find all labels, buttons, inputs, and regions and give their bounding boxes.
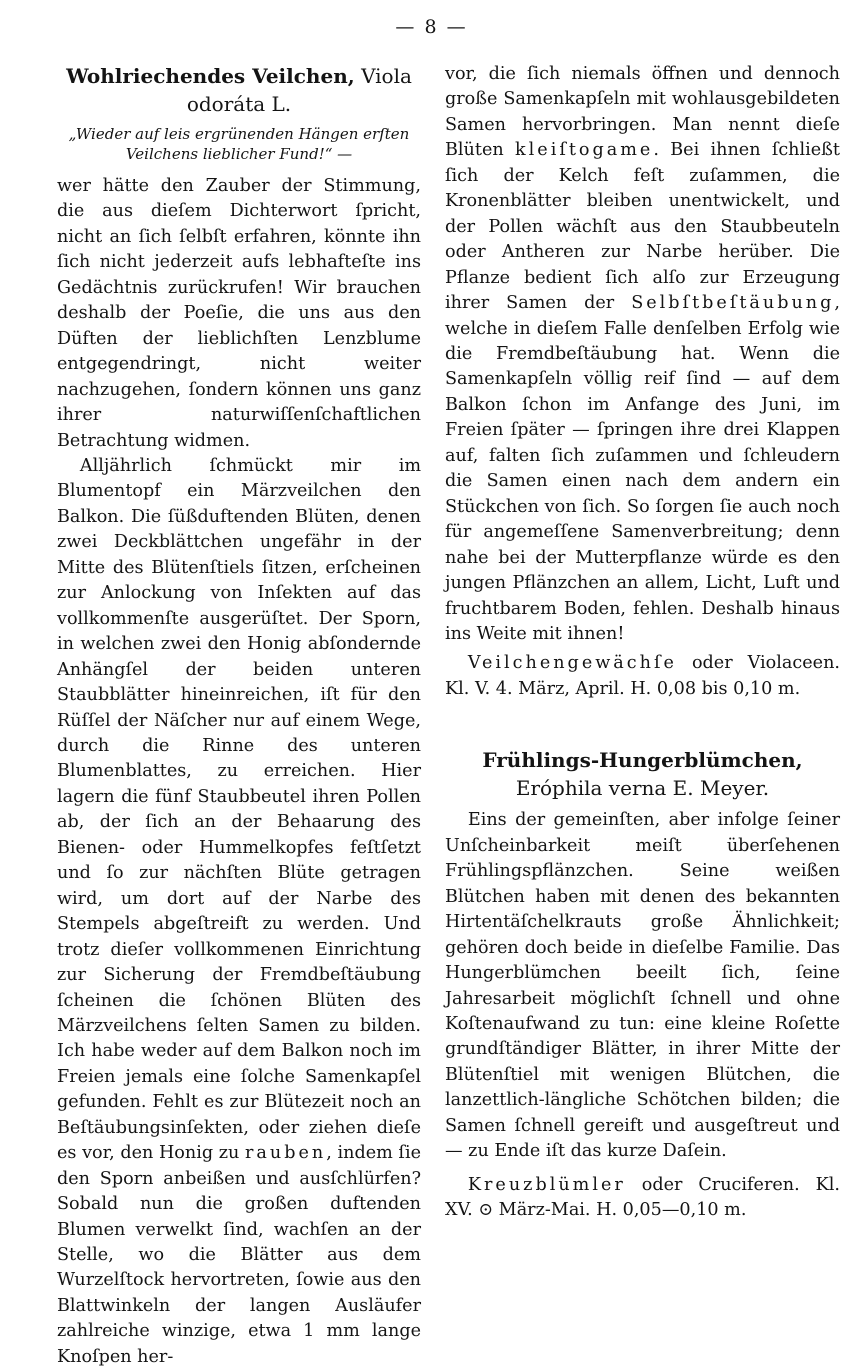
spaced-word-selbstbestaeubung: Selbſtbeſtäubung [631,293,835,314]
erophila-latin-name: Eróphila verna E. Meyer. [515,776,770,801]
violet-paragraph-3: vor, die ſich niemals öffnen und dennoch große Samenkapſeln mit wohlausgebildeten Samen hervorbringen. Man nennt dieſe Blüten kleiſtogame. Bei ihnen ſchließt ſich der Kelch feſt zuſammen, die Kronenblätter bleiben unentwickelt, und der Pollen wächſt aus den Staubbeuteln oder Antheren zur Narbe herüber. Die Pflanze bedient ſich alſo zur Erzeugung ihrer Samen der Selbſtbeſtäubung, welche in dieſem Falle denſelben Erfolg wie die Fremdbeſtäubung hat. Wenn die Samenkapſeln völlig reif ſind — auf dem Balkon ſchon im Anfange des Juni, im Freien ſpäter — ſpringen ihre drei Klappen auf, falten ſich zuſammen und ſchleudern die Samen einen nach dem andern ein Stückchen von ſich. So ſorgen ſie auch noch für angemeſſene Samenverbreitung; denn nahe bei der Mutterpflanze würde es den jungen Pflänzchen an allem, Licht, Luft und fruchtbarem Boden, fehlen. Deshalb hinaus ins Weite mit ihnen! [445,64,840,644]
right-column [445,62,840,1224]
poem-motto: „Wieder auf leis ergrünenden Hängen erſten Veilchens lieblicher Fund!“ — [68,125,410,163]
violet-paragraph-2: Alljährlich ſchmückt mir im Blumentopf ein Märzveilchen den Balkon. Die ſüßduftenden Blüten, denen zwei Deckblättchen ungefähr in der Mitte des Blütenſtiels ſitzen, erſcheinen zur Anlockung von Inſekten auf das vollkommenſte ausgerüſtet. Der Sporn, in welchen zwei den Honig abſondernde Anhängſel der beiden unteren Staubblätter hineinreichen, iſt für den Rüſſel der Näſcher nur auf einem Wege, durch die Rinne des unteren Blumenblattes, zu erreichen. Hier lagern die fünf Staubbeutel ihren Pollen ab, der ſich an der Behaarung des Bienen- oder Hummelkopfes feſtſetzt und ſo zur nächſten Blüte getragen wird, um dort auf der Narbe des Stempels abgeſtreift zu werden. Und trotz dieſer vollkommenen Einrichtung zur Sicherung der Fremdbeſtäubung ſcheinen die ſchönen Blüten des Märzveilchens ſelten Samen zu bilden. Ich habe weder auf dem Balkon noch im Freien jemals eine ſolche Samenkapſel gefunden. Fehlt es zur Blütezeit noch an Beſtäubungsinſekten, oder ziehen dieſe es vor, den Honig zu rauben, indem ſie den Sporn anbeißen und ausſchlürfen? Sobald nun die großen duftenden Blumen verwelkt ſind, wachſen an der Stelle, wo die Blätter aus dem Wurzelſtock hervortreten, ſowie aus den Blattwinkeln der langen Ausläufer zahlreiche winzige, etwa 1 mm lange Knoſpen her- [57,455,421,1367]
violet-latin-name: Viola odoráta L. [186,64,412,116]
violet-paragraph-1: wer hätte den Zauber der Stimmung, die aus dieſem Dichterwort ſpricht, nicht an ſich ſelbſt erfahren, könnte ihn ſich nicht jederzeit aufs lebhafteſte ins Gedächtnis zurückrufen! Wir brauchen deshalb der Poeſie, die uns aus den Düften der lieblichſten Lenzblume entgegendringt, nicht weiter nachzugehen, ſondern können uns ganz ihrer naturwiſſenſchaftlichen Betrachtung widmen. [57,176,421,451]
violet-title: Wohlriechendes Veilchen, [66,64,355,88]
erophila-family-note: Kreuzblümler oder Cruciferen. Kl. XV. ⊙ März-Mai. H. 0,05—0,10 m. [445,1174,840,1221]
erophila-paragraph: Eins der gemeinſten, aber infolge ſeiner Unſcheinbarkeit meiſt überſehenen Frühlingspflänzchen. Seine weißen Blütchen haben mit denen des bekannten Hirtentäſchelkrauts große Ähnlichkeit; gehören doch beide in dieſelbe Familie. Das Hungerblümchen beeilt ſich, ſeine Jahresarbeit möglichſt ſchnell und ohne Koſtenaufwand zu tun: eine kleine Roſette grundſtändiger Blätter, in ihrer Mitte der Blütenſtiel mit wenigen Blütchen, die lanzettlich-längliche Schötchen bilden; die Samen ſchnell gereift und ausgeſtreut und — zu Ende iſt das kurze Daſein. [445,810,840,1162]
page-number: — 8 — [395,16,468,38]
spaced-word-rauben: rauben [245,1143,327,1164]
erophila-title: Frühlings-Hungerblümchen, [482,748,803,773]
violet-heading [57,62,421,118]
left-column [57,62,421,1370]
spaced-word-kleistogame: kleiſtogame [515,140,654,161]
violet-family-note: Veilchengewächſe oder Violaceen. Kl. V. 4. März, April. H. 0,08 bis 0,10 m. [445,653,840,699]
erophila-heading [445,746,840,802]
